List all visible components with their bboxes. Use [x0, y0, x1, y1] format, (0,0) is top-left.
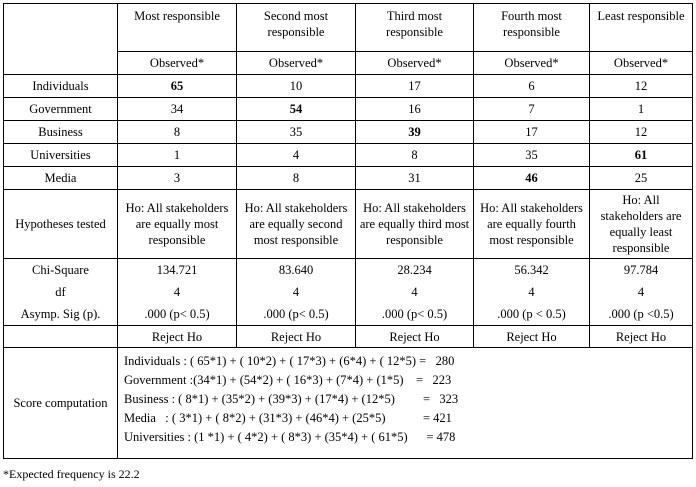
row-label: Universities — [4, 144, 118, 167]
table-cell: 4 — [237, 144, 356, 167]
hypothesis-cell: Ho: All stakeholders are equally fourth most responsible — [474, 190, 590, 259]
row-label-empty — [4, 326, 118, 348]
table-cell: 10 — [237, 75, 356, 98]
table-cell: 34 — [118, 98, 237, 121]
table-cell: 4 — [590, 281, 693, 303]
decision-cell: Reject Ho — [118, 326, 237, 348]
table-cell: 1 — [118, 144, 237, 167]
table-row — [4, 75, 693, 98]
hypothesis-cell: Ho: All stakeholders are equally least responsible — [590, 190, 693, 259]
table-cell: 83.640 — [237, 259, 356, 282]
table-cell: 8 — [237, 167, 356, 190]
observed-label: Observed* — [237, 52, 356, 75]
column-header: Fourth most responsible — [474, 4, 590, 52]
table-cell: .000 (p <0.5) — [590, 303, 693, 326]
observed-label: Observed* — [590, 52, 693, 75]
decision-cell: Reject Ho — [474, 326, 590, 348]
score-line: Government :(34*1) + (54*2) + ( 16*3) + (7*4) + (1*5) = 223 — [124, 373, 452, 387]
table-cell: 17 — [474, 121, 590, 144]
table-row — [4, 167, 693, 190]
column-header: Second most responsible — [237, 4, 356, 52]
table-cell: 8 — [356, 144, 474, 167]
table-cell: 16 — [356, 98, 474, 121]
score-line: Media : ( 3*1) + ( 8*2) + (31*3) + (46*4) + (25*5) = 421 — [124, 411, 452, 425]
table-cell: .000 (p< 0.5) — [118, 303, 237, 326]
decision-cell: Reject Ho — [590, 326, 693, 348]
row-label: Asymp. Sig (p). — [4, 303, 118, 326]
table-cell: 7 — [474, 98, 590, 121]
score-line: Business : ( 8*1) + (35*2) + (39*3) + (17*4) + (12*5) = 323 — [124, 392, 459, 406]
table-cell: 134.721 — [118, 259, 237, 282]
table-cell: 39 — [356, 121, 474, 144]
header-row — [4, 4, 693, 52]
score-row — [4, 348, 693, 459]
chi-square-row — [4, 259, 693, 282]
row-label: Chi-Square — [4, 259, 118, 282]
column-header: Third most responsible — [356, 4, 474, 52]
table-cell: .000 (p< 0.5) — [237, 303, 356, 326]
row-label: Business — [4, 121, 118, 144]
hypothesis-cell: Ho: All stakeholders are equally third most responsible — [356, 190, 474, 259]
row-label: Government — [4, 98, 118, 121]
table-cell: 35 — [237, 121, 356, 144]
table-cell: 8 — [118, 121, 237, 144]
table-cell: 4 — [474, 281, 590, 303]
table-cell: 46 — [474, 167, 590, 190]
column-header: Most responsible — [118, 4, 237, 52]
observed-label: Observed* — [356, 52, 474, 75]
hypothesis-cell: Ho: All stakeholders are equally second most responsible — [237, 190, 356, 259]
observed-label: Observed* — [474, 52, 590, 75]
table-row — [4, 98, 693, 121]
table-cell: 54 — [237, 98, 356, 121]
chi-square-results-table — [3, 3, 693, 459]
row-label: Hypotheses tested — [4, 190, 118, 259]
table-cell: 12 — [590, 121, 693, 144]
table-cell: 3 — [118, 167, 237, 190]
corner-cell — [4, 4, 118, 75]
table-cell: .000 (p< 0.5) — [356, 303, 474, 326]
decision-row — [4, 326, 693, 348]
table-cell: 4 — [237, 281, 356, 303]
column-header: Least responsible — [590, 4, 693, 52]
footnote: *Expected frequency is 22.2 — [3, 467, 140, 481]
table-cell: 4 — [118, 281, 237, 303]
df-row — [4, 281, 693, 303]
row-label: Media — [4, 167, 118, 190]
table-cell: 97.784 — [590, 259, 693, 282]
table-cell: 65 — [118, 75, 237, 98]
row-label: df — [4, 281, 118, 303]
score-line: Individuals : ( 65*1) + ( 10*2) + ( 17*3) + (6*4) + ( 12*5) = 280 — [124, 354, 455, 368]
score-computation — [118, 348, 693, 459]
table-cell: 6 — [474, 75, 590, 98]
table-cell: 12 — [590, 75, 693, 98]
table-cell: 1 — [590, 98, 693, 121]
hypotheses-row — [4, 190, 693, 259]
decision-cell: Reject Ho — [356, 326, 474, 348]
table-cell: 31 — [356, 167, 474, 190]
score-label: Score computation — [4, 348, 118, 459]
table-row — [4, 121, 693, 144]
row-label: Individuals — [4, 75, 118, 98]
table-cell: 25 — [590, 167, 693, 190]
table-cell: 17 — [356, 75, 474, 98]
hypothesis-cell: Ho: All stakeholders are equally most responsible — [118, 190, 237, 259]
table-cell: 28.234 — [356, 259, 474, 282]
observed-label: Observed* — [118, 52, 237, 75]
table-cell: 35 — [474, 144, 590, 167]
table-cell: 56.342 — [474, 259, 590, 282]
table-cell: 4 — [356, 281, 474, 303]
table-row — [4, 144, 693, 167]
decision-cell: Reject Ho — [237, 326, 356, 348]
score-line: Universities : (1 *1) + ( 4*2) + ( 8*3) + (35*4) + ( 61*5) = 478 — [124, 430, 456, 444]
significance-row — [4, 303, 693, 326]
table-cell: 61 — [590, 144, 693, 167]
table-cell: .000 (p < 0.5) — [474, 303, 590, 326]
